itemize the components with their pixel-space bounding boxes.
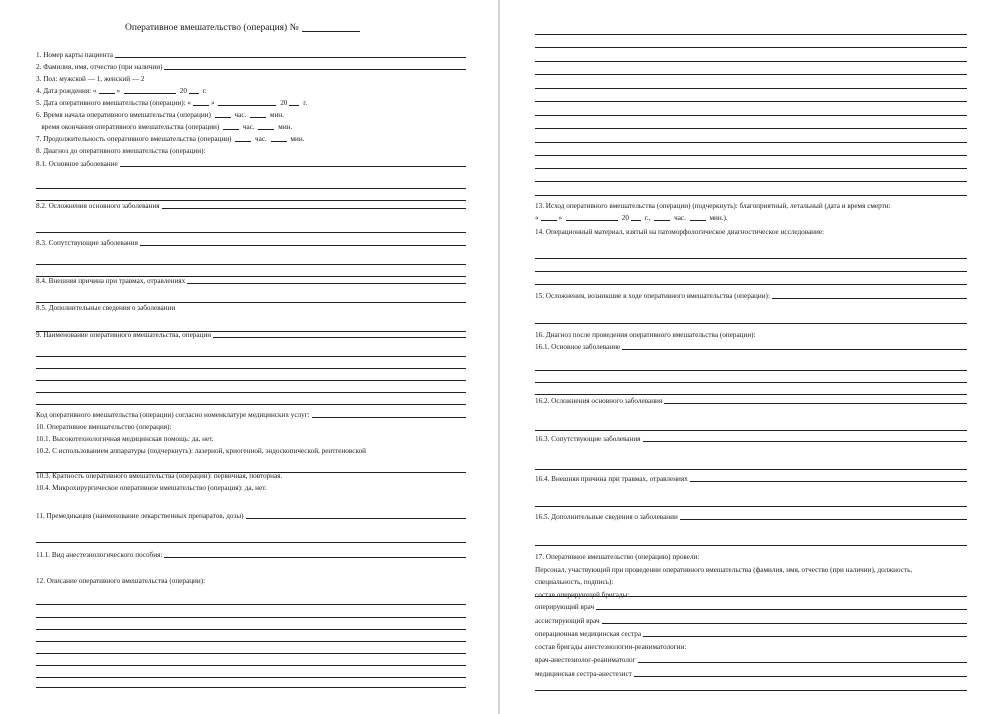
form-field-row [36, 121, 466, 132]
form-field-row [535, 433, 967, 444]
field-label: 16.3. Сопутствующие заболевания [535, 435, 641, 443]
field-label: 2. Фамилия, имя, отчество (при наличии) [36, 63, 163, 71]
blank-line[interactable] [535, 394, 967, 395]
blank-field[interactable] [99, 86, 115, 94]
form-field-row [535, 551, 967, 562]
form-field-row [36, 61, 466, 72]
form-field-row [535, 200, 967, 211]
fill-line[interactable] [690, 480, 967, 482]
blank-line[interactable] [535, 284, 967, 285]
blank-line[interactable] [535, 690, 967, 691]
field-label: медицинская сестра-анестезист [535, 670, 632, 678]
blank-line[interactable] [36, 665, 466, 666]
form-field-row [535, 212, 967, 223]
form-field-row [36, 549, 466, 560]
form-field-row [36, 145, 466, 156]
form-field-row [535, 628, 967, 639]
form-field-row [535, 473, 967, 484]
form-title [125, 23, 360, 33]
field-label: 9. Наименование оперативного вмешательства, операции [36, 331, 212, 339]
fill-line[interactable] [187, 282, 466, 284]
blank-line[interactable] [36, 188, 466, 189]
form-field-row [36, 49, 466, 60]
field-label: оперирующий врач [535, 603, 595, 611]
field-label: 5. Дата оперативного вмешательства (операции): « » 20 г. [36, 99, 308, 107]
blank-line[interactable] [535, 370, 967, 371]
form-field-row [535, 564, 967, 575]
blank-line[interactable] [535, 142, 967, 143]
fill-line[interactable] [312, 416, 466, 418]
form-field-row [36, 421, 466, 432]
blank-line[interactable] [36, 604, 466, 605]
blank-field[interactable] [654, 213, 670, 221]
field-label: 8.1. Основное заболевание [36, 160, 118, 168]
blank-line[interactable] [535, 101, 967, 102]
blank-line[interactable] [535, 155, 967, 156]
fill-line[interactable] [634, 675, 967, 677]
blank-line[interactable] [535, 88, 967, 89]
blank-line[interactable] [36, 232, 466, 233]
blank-line[interactable] [36, 392, 466, 393]
blank-field[interactable] [218, 98, 276, 106]
form-field-row [535, 329, 967, 340]
field-label: « » 20 г., час. мин.). [535, 214, 728, 222]
blank-field[interactable] [271, 134, 287, 142]
form-field-row [535, 341, 967, 352]
blank-line[interactable] [36, 380, 466, 381]
blank-line[interactable] [535, 128, 967, 129]
form-field-row [535, 615, 967, 626]
form-field-row [36, 200, 466, 211]
blank-field[interactable] [631, 213, 641, 221]
field-label: 10.1. Высокотехнологичная медицинская помощь: да, нет. [36, 435, 214, 443]
field-label: специальность, подпись): [535, 578, 614, 586]
form-field-row [36, 482, 466, 493]
right-page [500, 0, 999, 714]
blank-line[interactable] [535, 74, 967, 75]
field-label: 8.2. Осложнения основного заболевания [36, 202, 160, 210]
field-label: операционная медицинская сестра [535, 630, 642, 638]
blank-line[interactable] [535, 115, 967, 116]
form-field-row [36, 237, 466, 248]
blank-line[interactable] [36, 302, 466, 303]
blank-line[interactable] [535, 258, 967, 259]
fill-line[interactable] [638, 661, 967, 663]
blank-line[interactable] [535, 545, 967, 546]
field-label: 10.4. Микрохирургическое оперативное вмешательство (операция): да, нет. [36, 484, 267, 492]
field-label: 4. Дата рождения: « » 20 г. [36, 87, 207, 95]
blank-line[interactable] [36, 331, 466, 332]
blank-line[interactable] [535, 181, 967, 182]
field-label: 8.5. Дополнительные сведения о заболевании [36, 304, 176, 312]
fill-line[interactable] [120, 165, 466, 167]
fill-line[interactable] [622, 348, 967, 350]
field-label: 17. Оперативное вмешательство (операцию) провели: [535, 553, 700, 561]
blank-line[interactable] [535, 382, 967, 383]
fill-line[interactable] [115, 56, 466, 58]
field-label: 16.2. Осложнения основного заболевания [535, 397, 663, 405]
fill-line[interactable] [596, 608, 967, 610]
field-label: 13. Исход оперативного вмешательства (операции) (подчеркнуть): благоприятный, летальный (дата и время смерти: [535, 202, 891, 210]
form-number-field[interactable] [302, 31, 360, 32]
field-label: 11.1. Вид анестезиологического пособия: [36, 551, 163, 559]
field-label: 16.5. Дополнительные сведения о заболевании [535, 513, 678, 521]
form-field-row [36, 433, 466, 444]
form-field-row [535, 654, 967, 665]
blank-field[interactable] [223, 122, 239, 130]
field-label: 7. Продолжительность оперативного вмешательства (операции) час. мин. [36, 135, 305, 143]
field-label: 16.1. Основное заболевание [535, 343, 621, 351]
field-label: 11. Премедикация (наименование лекарственных препаратов, дозы) [36, 512, 244, 520]
field-label: 12. Описание оперативного вмешательства (операции): [36, 577, 206, 585]
form-field-row [535, 641, 967, 652]
blank-line[interactable] [36, 641, 466, 642]
left-page [0, 0, 499, 714]
field-label: 8.4. Внешняя причина при травмах, отравлениях [36, 277, 186, 285]
form-field-row [535, 589, 967, 600]
form-field-row [36, 409, 466, 420]
form-field-row [36, 445, 466, 456]
blank-field[interactable] [289, 98, 299, 106]
blank-field[interactable] [250, 110, 266, 118]
form-field-row [535, 511, 967, 522]
field-label: время окончания оперативного вмешательства (операции) час. мин. [36, 123, 293, 131]
field-label: врач-анестезиолог-реаниматолог [535, 656, 636, 664]
field-label: 16. Диагноз после проведения оперативного вмешательства (операции): [535, 331, 756, 339]
blank-line[interactable] [36, 356, 466, 357]
blank-line[interactable] [535, 271, 967, 272]
field-label: состав бригады анестезиологии-реаниматологии: [535, 643, 687, 651]
field-label: состав оперирующей бригады: [535, 591, 630, 599]
field-label: 6. Время начала оперативного вмешательства (операции) час. мин. [36, 111, 284, 119]
field-label: 8.3. Сопутствующие заболевания [36, 239, 138, 247]
field-label: 3. Пол: мужской — 1, женский — 2 [36, 75, 145, 83]
field-label: 10.3. Кратность оперативного вмешательства (операции): первичная, повторная. [36, 472, 283, 480]
form-title-text: Оперативное вмешательство (операция) № [125, 23, 299, 33]
form-field-row [535, 576, 967, 587]
field-label: 10.2. С использованием аппаратуры (подчеркнуть): лазерной, криогенной, эндоскопической, рентгеновской [36, 447, 367, 455]
field-label: 14. Операционный материал, взятый на патоморфологическое диагностическое исследование: [535, 228, 825, 236]
fill-line[interactable] [664, 402, 967, 404]
fill-line[interactable] [246, 517, 466, 519]
blank-line[interactable] [36, 617, 466, 618]
blank-line[interactable] [36, 472, 466, 473]
blank-line[interactable] [36, 276, 466, 277]
blank-line[interactable] [535, 47, 967, 48]
form-field-row [535, 601, 967, 612]
blank-line[interactable] [36, 264, 466, 265]
form-field-row [36, 133, 466, 144]
blank-field[interactable] [690, 213, 706, 221]
blank-line[interactable] [36, 677, 466, 678]
field-label: 16.4. Внешняя причина при травмах, отравлениях [535, 475, 688, 483]
form-field-row [36, 302, 466, 313]
field-label: Персонал, участвующий при проведении оперативного вмешательства (фамилия, имя, отчество (при наличии), должность, [535, 566, 913, 574]
form-field-row [36, 158, 466, 169]
form-field-row [36, 575, 466, 586]
fill-line[interactable] [643, 635, 967, 637]
blank-field[interactable] [566, 213, 618, 221]
blank-field[interactable] [258, 122, 274, 130]
blank-line[interactable] [36, 629, 466, 630]
blank-line[interactable] [535, 469, 967, 470]
form-field-row [36, 109, 466, 120]
form-field-row [36, 97, 466, 108]
fill-line[interactable] [164, 68, 466, 70]
blank-field[interactable] [193, 98, 209, 106]
form-field-row [535, 395, 967, 406]
field-label: 1. Номер карты пациента [36, 51, 113, 59]
blank-line[interactable] [535, 506, 967, 507]
form-field-row [36, 510, 466, 521]
form-field-row [535, 226, 967, 237]
fill-line[interactable] [602, 622, 967, 624]
blank-field[interactable] [124, 86, 176, 94]
blank-line[interactable] [535, 168, 967, 169]
fill-line[interactable] [680, 518, 967, 520]
form-field-row [535, 668, 967, 679]
blank-line[interactable] [535, 430, 967, 431]
form-field-row [36, 85, 466, 96]
field-label: 10. Оперативное вмешательство (операция): [36, 423, 172, 431]
blank-line[interactable] [535, 34, 967, 35]
form-field-row [36, 73, 466, 84]
blank-line[interactable] [36, 687, 466, 688]
blank-line[interactable] [535, 323, 967, 324]
blank-line[interactable] [535, 195, 967, 196]
fill-line[interactable] [140, 244, 466, 246]
fill-line[interactable] [162, 207, 466, 209]
blank-field[interactable] [189, 86, 199, 94]
field-label: 15. Осложнения, возникшие в ходе оперативного вмешательства (операции): [535, 292, 770, 300]
field-label: 8. Диагноз до оперативного вмешательства (операции): [36, 147, 206, 155]
blank-line[interactable] [36, 542, 466, 543]
blank-line[interactable] [36, 368, 466, 369]
field-label: ассистирующий врач [535, 617, 600, 625]
blank-line[interactable] [535, 61, 967, 62]
blank-line[interactable] [535, 596, 967, 597]
blank-field[interactable] [235, 134, 251, 142]
blank-line[interactable] [36, 653, 466, 654]
fill-line[interactable] [772, 297, 967, 299]
form-field-row [535, 290, 967, 301]
blank-field[interactable] [215, 110, 231, 118]
blank-line[interactable] [36, 200, 466, 201]
fill-line[interactable] [643, 440, 968, 442]
blank-field[interactable] [541, 213, 557, 221]
field-label: Код оперативного вмешательства (операции) согласно номенклатуре медицинских услуг: [36, 411, 310, 419]
blank-line[interactable] [36, 404, 466, 405]
fill-line[interactable] [213, 336, 466, 338]
fill-line[interactable] [164, 556, 466, 558]
